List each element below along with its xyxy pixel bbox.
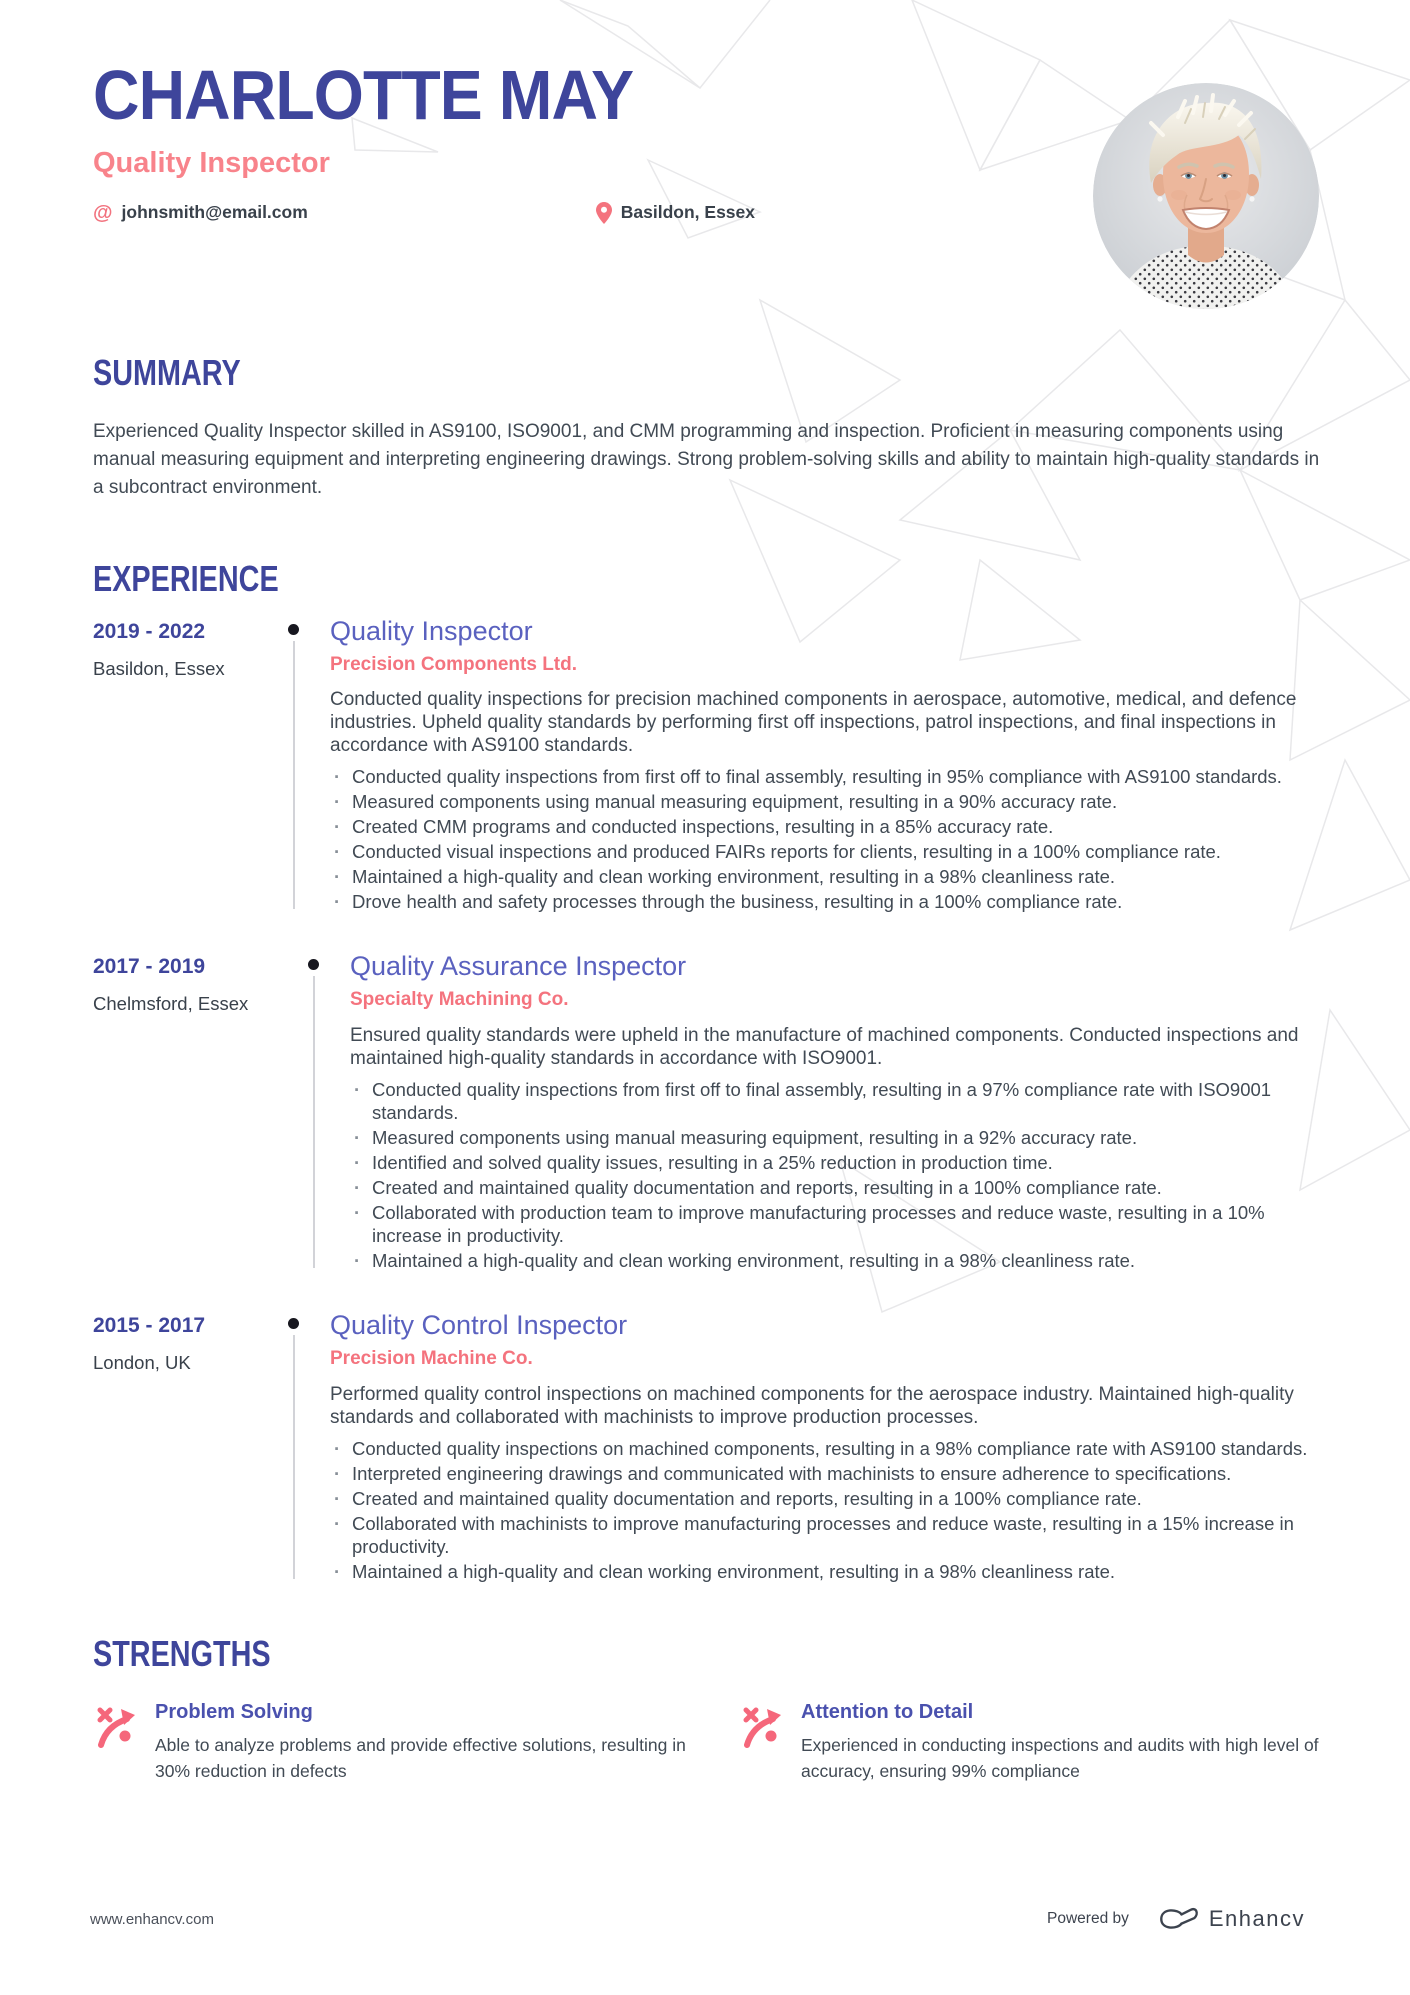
location-text: Basildon, Essex xyxy=(620,202,756,222)
map-pin-icon xyxy=(596,202,612,224)
job-title: Quality Assurance Inspector xyxy=(350,951,687,982)
job-bullet: · Interpreted engineering drawings and communicated with machinists to ensure adherence to specifications. xyxy=(330,1462,1335,1485)
entry-dates: 2017 - 2019 xyxy=(93,955,206,979)
job-bullet: · Created CMM programs and conducted inspections, resulting in a 85% accuracy rate. xyxy=(330,815,1335,838)
summary-heading: SUMMARY xyxy=(93,351,241,393)
job-bullet: · Created and maintained quality documentation and reports, resulting in a 100% compliance rate. xyxy=(350,1176,1335,1199)
job-title: Quality Control Inspector xyxy=(330,1310,628,1341)
contact-row xyxy=(93,202,1335,224)
experience-entry xyxy=(93,1310,1335,1585)
entry-location: Basildon, Essex xyxy=(93,657,225,679)
candidate-name: CHARLOTTE MAY xyxy=(93,56,634,134)
job-company: Precision Machine Co. xyxy=(330,1348,533,1370)
email-text[interactable]: johnsmith@email.com xyxy=(121,202,308,222)
job-title: Quality Inspector xyxy=(330,615,533,646)
timeline xyxy=(288,1310,330,1585)
strength-item xyxy=(93,1701,739,1784)
job-bullet: · Collaborated with machinists to improve manufacturing processes and reduce waste, resulting in a 15% increase in productivity. xyxy=(330,1512,1335,1558)
strength-title: Attention to Detail xyxy=(801,1700,974,1723)
enhancv-brand-text: Enhancv xyxy=(1208,1906,1305,1931)
strengths-row xyxy=(93,1701,1335,1784)
job-description: Conducted quality inspections for precision machined components in aerospace, automotive, medical, and defence industries. Upheld quality standards by performing first off inspections, patrol inspections, and final inspections in accordance with AS9100 standards. xyxy=(330,689,1297,757)
job-bullet: · Measured components using manual measuring equipment, resulting in a 92% accuracy rate. xyxy=(350,1126,1335,1149)
page-footer xyxy=(0,1905,1410,1933)
enhancv-website-link[interactable]: www.enhancv.com xyxy=(90,1910,214,1928)
job-description: Ensured quality standards were upheld in the manufacture of machined components. Conducted inspections and maintained high-quality standards in accordance with ISO9001. xyxy=(350,1025,1299,1070)
timeline-dot xyxy=(308,959,319,970)
job-bullet-list xyxy=(350,1078,1335,1272)
entry-meta xyxy=(93,616,288,916)
experience-heading: EXPERIENCE xyxy=(93,557,279,599)
job-bullet: · Maintained a high-quality and clean working environment, resulting in a 98% cleanliness rate. xyxy=(330,1560,1335,1583)
timeline-dot xyxy=(288,624,299,635)
job-bullet: · Created and maintained quality documentation and reports, resulting in a 100% compliance rate. xyxy=(330,1487,1335,1510)
timeline xyxy=(308,951,350,1274)
job-bullet: · Conducted quality inspections from first off to final assembly, resulting in 95% compliance with AS9100 standards. xyxy=(330,765,1335,788)
job-company: Precision Components Ltd. xyxy=(330,653,578,675)
timeline-line xyxy=(293,641,295,910)
summary-text: Experienced Quality Inspector skilled in AS9100, ISO9001, and CMM programming and inspection. Proficient in measuring components using manual measuring equipment and interpreting engineering drawings. Strong problem-solving skills and ability to maintain high-quality standards in a subcontract environment. xyxy=(93,420,1320,498)
entry-meta xyxy=(93,951,308,1274)
at-icon: @ xyxy=(93,201,113,224)
job-bullet: · Maintained a high-quality and clean working environment, resulting in a 98% cleanliness rate. xyxy=(330,865,1335,888)
job-bullet-list xyxy=(330,765,1335,913)
experience-entry xyxy=(93,951,1335,1274)
strength-text: Able to analyze problems and provide effective solutions, resulting in 30% reduction in defects xyxy=(155,1734,686,1781)
job-bullet: · Maintained a high-quality and clean working environment, resulting in a 98% cleanliness rate. xyxy=(350,1249,1335,1272)
timeline xyxy=(288,616,330,916)
timeline-dot xyxy=(288,1318,299,1329)
email-item xyxy=(93,202,308,223)
strengths-heading: STRENGTHS xyxy=(93,1632,271,1674)
job-bullet: · Conducted quality inspections on machined components, resulting in a 98% compliance rate with AS9100 standards. xyxy=(330,1437,1335,1460)
entry-location: London, UK xyxy=(93,1352,191,1374)
enhancv-infinity-logo xyxy=(1153,1905,1199,1933)
strength-content xyxy=(801,1701,1341,1784)
timeline-line xyxy=(313,976,315,1268)
powered-by-label: Powered by xyxy=(1047,1910,1129,1927)
strength-content xyxy=(155,1701,695,1784)
job-bullet: · Conducted visual inspections and produced FAIRs reports for clients, resulting in a 100% compliance rate. xyxy=(330,840,1335,863)
entry-location: Chelmsford, Essex xyxy=(93,993,249,1015)
job-bullet: · Conducted quality inspections from first off to final assembly, resulting in a 97% compliance rate with ISO9001 standards. xyxy=(350,1078,1335,1124)
strength-item xyxy=(739,1701,1385,1784)
entry-dates: 2019 - 2022 xyxy=(93,619,206,643)
entry-body xyxy=(330,616,1335,916)
entry-meta xyxy=(93,1310,288,1585)
powered-by-group xyxy=(1047,1905,1305,1933)
job-bullet: · Collaborated with production team to improve manufacturing processes and reduce waste, resulting in a 10% increase in productivity. xyxy=(350,1201,1335,1247)
tactics-arrow-icon xyxy=(739,1703,785,1749)
entry-dates: 2015 - 2017 xyxy=(93,1314,206,1338)
timeline-line xyxy=(293,1335,295,1579)
location-item xyxy=(596,202,755,224)
job-description: Performed quality control inspections on machined components for the aerospace industry. Maintained high-quality standards and collaborated with machinists to improve production processes. xyxy=(330,1383,1294,1428)
job-bullet: · Drove health and safety processes through the business, resulting in a 100% compliance rate. xyxy=(330,890,1335,913)
tactics-arrow-icon xyxy=(93,1703,139,1749)
strength-text: Experienced in conducting inspections and audits with high level of accuracy, ensuring 99% compliance xyxy=(801,1734,1319,1781)
experience-entry xyxy=(93,616,1335,916)
entry-body xyxy=(350,951,1335,1274)
job-company: Specialty Machining Co. xyxy=(350,989,569,1011)
candidate-job-title: Quality Inspector xyxy=(93,146,330,179)
job-bullet: · Measured components using manual measuring equipment, resulting in a 90% accuracy rate. xyxy=(330,790,1335,813)
strength-title: Problem Solving xyxy=(155,1700,313,1723)
entry-body xyxy=(330,1310,1335,1585)
job-bullet-list xyxy=(330,1437,1335,1583)
job-bullet: · Identified and solved quality issues, resulting in a 25% reduction in production time. xyxy=(350,1151,1335,1174)
